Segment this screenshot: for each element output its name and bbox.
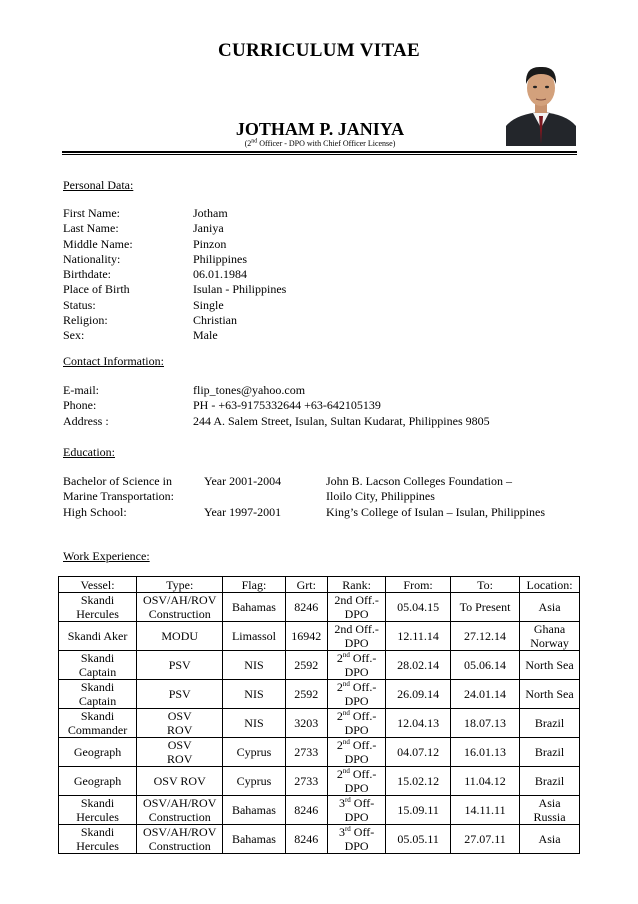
personal-data-row [63, 221, 583, 236]
to-cell: 05.06.14 [450, 651, 519, 680]
from-cell: 05.05.11 [386, 825, 451, 854]
grt-cell: 2592 [285, 651, 327, 680]
personal-data-value: Isulan - Philippines [193, 282, 287, 297]
column-header: Location: [520, 577, 580, 593]
profile-photo [506, 56, 576, 146]
type-cell: OSV/AH/ROV Construction [137, 796, 223, 825]
rank-cell: 3rd Off- DPO [327, 825, 385, 854]
personal-data-value: Jotham [193, 206, 228, 220]
type-cell: OSV ROV [137, 709, 223, 738]
flag-cell: Cyprus [223, 767, 285, 796]
rank-cell: 2nd Off.- DPO [327, 738, 385, 767]
from-cell: 12.04.13 [386, 709, 451, 738]
from-cell: 12.11.14 [386, 622, 451, 651]
table-row [59, 680, 580, 709]
education-row-2: High School: [63, 505, 127, 519]
location-cell: Ghana Norway [520, 622, 580, 651]
column-header: From: [386, 577, 451, 593]
flag-cell: Limassol [223, 622, 285, 651]
location-cell: Asia [520, 593, 580, 622]
rank-cell: 2nd Off.- DPO [327, 767, 385, 796]
personal-data-value: Single [193, 297, 224, 312]
license-subtitle: (2nd Officer - DPO with Chief Officer License) [244, 138, 396, 148]
rank-cell: 3rd Off- DPO [327, 796, 385, 825]
table-row [59, 622, 580, 651]
flag-cell: Bahamas [223, 796, 285, 825]
full-name: JOTHAM P. JANIYA [235, 119, 405, 139]
contact-label: Address : [63, 413, 109, 428]
work-experience-table [58, 576, 580, 854]
column-header: Grt: [285, 577, 327, 593]
type-cell: OSV ROV [137, 767, 223, 796]
from-cell: 05.04.15 [386, 593, 451, 622]
table-row [59, 825, 580, 854]
vessel-cell: Geograph [59, 738, 137, 767]
flag-cell: NIS [223, 709, 285, 738]
location-cell: Asia Russia [520, 796, 580, 825]
location-cell: Brazil [520, 709, 580, 738]
personal-data-list [63, 206, 583, 344]
location-cell: North Sea [520, 680, 580, 709]
to-cell: To Present [450, 593, 519, 622]
personal-data-value: Christian [193, 313, 237, 328]
rank-cell: 2nd Off.- DPO [327, 651, 385, 680]
column-header: Type: [137, 577, 223, 593]
personal-data-label: Place of Birth [63, 282, 130, 297]
rank-cell: 2nd Off.- DPO [327, 709, 385, 738]
rank-cell: 2nd Off.- DPO [327, 622, 385, 651]
vessel-cell: Skandi Hercules [59, 825, 137, 854]
table-row [59, 738, 580, 767]
table-row [59, 796, 580, 825]
to-cell: 27.07.11 [450, 825, 519, 854]
personal-data-label: Status: [63, 297, 96, 312]
contact-label: Phone: [63, 398, 97, 413]
to-cell: 18.07.13 [450, 709, 519, 738]
from-cell: 15.09.11 [386, 796, 451, 825]
grt-cell: 8246 [285, 825, 327, 854]
from-cell: 28.02.14 [386, 651, 451, 680]
personal-data-row [63, 206, 583, 221]
personal-data-row [63, 328, 583, 343]
personal-data-row [63, 313, 583, 328]
rank-cell: 2nd Off.- DPO [327, 593, 385, 622]
vessel-cell: Skandi Aker [59, 622, 137, 651]
personal-data-row [63, 282, 583, 297]
flag-cell: NIS [223, 680, 285, 709]
column-header: Vessel: [59, 577, 137, 593]
personal-data-row [63, 237, 583, 252]
vessel-cell: Geograph [59, 767, 137, 796]
personal-data-value: Male [193, 328, 218, 343]
type-cell: MODU [137, 622, 223, 651]
flag-cell: Bahamas [223, 593, 285, 622]
personal-data-label: Religion: [63, 313, 108, 328]
education-heading: Education: [63, 445, 115, 459]
table-row [59, 651, 580, 680]
personal-data-value: Pinzon [193, 236, 227, 251]
to-cell: 14.11.11 [450, 796, 519, 825]
vessel-cell: Skandi Captain [59, 651, 137, 680]
column-header: Flag: [223, 577, 285, 593]
location-cell: Asia [520, 825, 580, 854]
type-cell: PSV [137, 651, 223, 680]
personal-data-label: Birthdate: [63, 267, 111, 282]
education-year-2: Year 1997-2001 [204, 505, 282, 519]
contact-row [63, 398, 603, 413]
cv-title: CURRICULUM VITAE [217, 40, 421, 61]
personal-data-row [63, 252, 583, 267]
personal-data-label: First Name: [63, 206, 120, 220]
column-header: To: [450, 577, 519, 593]
vessel-cell: Skandi Captain [59, 680, 137, 709]
vessel-cell: Skandi Hercules [59, 593, 137, 622]
header-rule-thin [62, 154, 577, 155]
type-cell: OSV/AH/ROV Construction [137, 593, 223, 622]
personal-data-value: Philippines [193, 251, 248, 266]
flag-cell: Bahamas [223, 825, 285, 854]
education-year-1: Year 2001-2004 [204, 474, 282, 488]
education-row-1: Bachelor of Science in Marine Transportation: [63, 474, 174, 504]
flag-cell: NIS [223, 651, 285, 680]
flag-cell: Cyprus [223, 738, 285, 767]
grt-cell: 2733 [285, 767, 327, 796]
contact-row [63, 414, 603, 429]
grt-cell: 2733 [285, 738, 327, 767]
from-cell: 26.09.14 [386, 680, 451, 709]
education-school-1: John B. Lacson Colleges Foundation – Iloilo City, Philippines [326, 474, 512, 504]
vessel-cell: Skandi Commander [59, 709, 137, 738]
personal-data-value: 06.01.1984 [193, 267, 247, 282]
personal-data-value: Janiya [193, 221, 224, 236]
table-header-row [59, 577, 580, 593]
to-cell: 27.12.14 [450, 622, 519, 651]
personal-data-row [63, 298, 583, 313]
grt-cell: 8246 [285, 796, 327, 825]
contact-list [63, 383, 603, 429]
work-experience-heading: Work Experience: [63, 549, 150, 563]
location-cell: North Sea [520, 651, 580, 680]
grt-cell: 8246 [285, 593, 327, 622]
contact-row [63, 383, 603, 398]
to-cell: 16.01.13 [450, 738, 519, 767]
grt-cell: 3203 [285, 709, 327, 738]
personal-data-label: Last Name: [63, 221, 119, 236]
table-row [59, 593, 580, 622]
contact-heading: Contact Information: [63, 354, 164, 368]
education-school-2: King’s College of Isulan – Isulan, Philippines [326, 505, 545, 519]
grt-cell: 16942 [285, 622, 327, 651]
from-cell: 15.02.12 [386, 767, 451, 796]
type-cell: OSV ROV [137, 738, 223, 767]
location-cell: Brazil [520, 738, 580, 767]
contact-label: E-mail: [63, 383, 99, 397]
type-cell: PSV [137, 680, 223, 709]
vessel-cell: Skandi Hercules [59, 796, 137, 825]
personal-data-label: Sex: [63, 328, 85, 343]
table-row [59, 767, 580, 796]
column-header: Rank: [327, 577, 385, 593]
table-row [59, 709, 580, 738]
personal-data-row [63, 267, 583, 282]
rank-cell: 2nd Off.- DPO [327, 680, 385, 709]
location-cell: Brazil [520, 767, 580, 796]
to-cell: 11.04.12 [450, 767, 519, 796]
personal-data-label: Nationality: [63, 251, 121, 266]
type-cell: OSV/AH/ROV Construction [137, 825, 223, 854]
personal-data-heading: Personal Data: [63, 178, 134, 192]
grt-cell: 2592 [285, 680, 327, 709]
contact-value: PH - +63-9175332644 +63-642105139 [193, 398, 381, 413]
contact-value: 244 A. Salem Street, Isulan, Sultan Kudarat, Philippines 9805 [193, 413, 490, 428]
header-rule [62, 151, 577, 153]
to-cell: 24.01.14 [450, 680, 519, 709]
personal-data-label: Middle Name: [63, 236, 133, 251]
contact-value: flip_tones@yahoo.com [193, 383, 306, 397]
from-cell: 04.07.12 [386, 738, 451, 767]
